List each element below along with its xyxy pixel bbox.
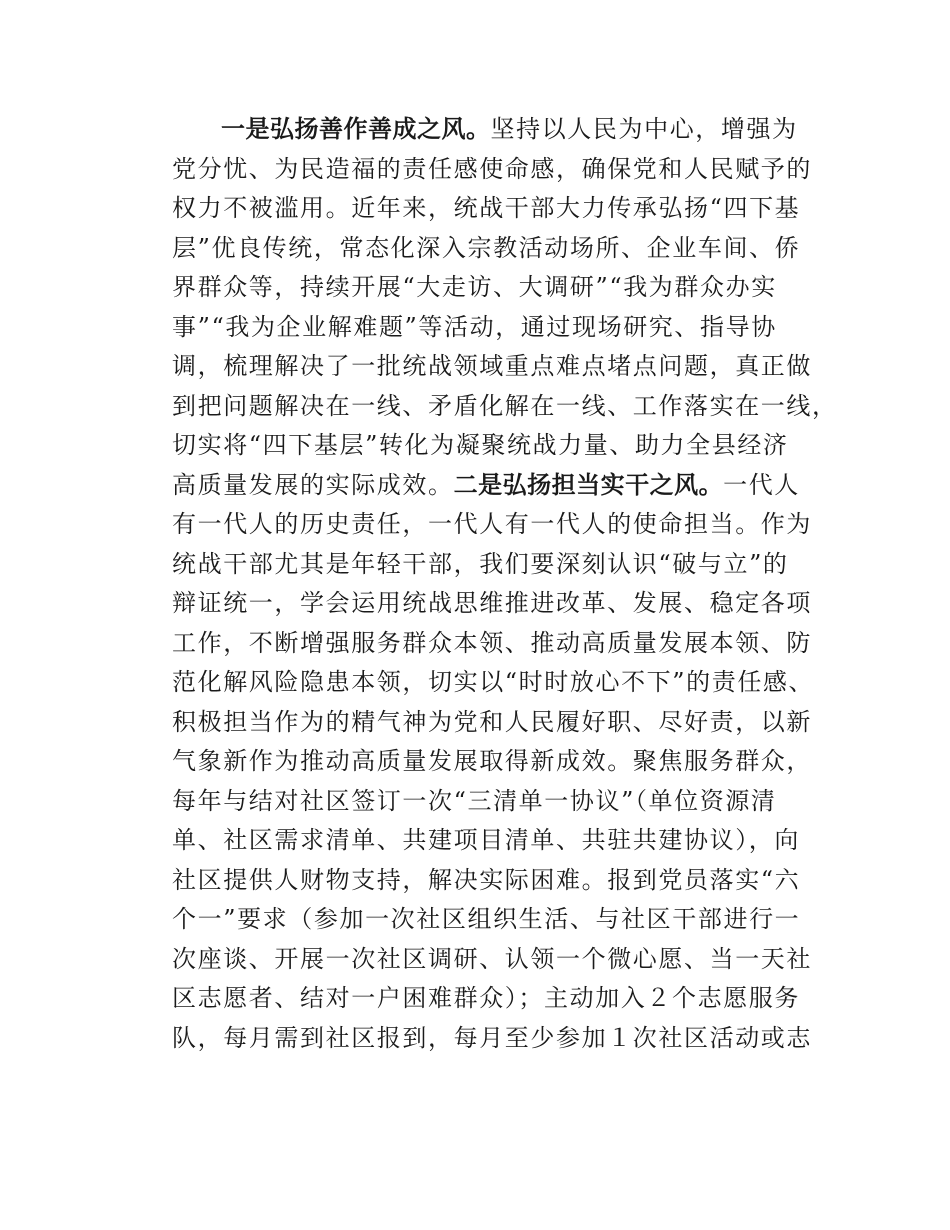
- line-text: 工作，不断增强服务群众本领、推动高质量发展本领、防: [172, 628, 812, 657]
- text-line: [172, 466, 812, 506]
- line-text: 坚持以人民为中心，增强为: [490, 115, 798, 143]
- line-text: 单、社区需求清单、共建项目清单、共驻共建协议），向: [172, 826, 800, 854]
- text-line: [172, 663, 815, 703]
- text-line: [172, 110, 812, 150]
- text-line: [172, 861, 812, 901]
- line-text: 个一”要求（参加一次社区组织生活、与社区干部进行一: [172, 905, 801, 933]
- line-text: 区志愿者、结对一户困难群众）；主动加入２个志愿服务: [172, 984, 800, 1012]
- line-text: 积极担当作为的精气神为党和人民履好职、尽好责，以新: [172, 707, 812, 736]
- line-text: 到把问题解决在一线、矛盾化解在一线、工作落实在一线，: [172, 391, 838, 420]
- line-text: 界群众等，持续开展“大走访、大调研”“我为群众办实: [172, 273, 777, 301]
- text-line: [172, 505, 812, 545]
- text-line: [172, 782, 812, 822]
- text-line: [172, 150, 812, 190]
- text-line: [172, 545, 812, 585]
- line-text: 有一代人的历史责任，一代人有一代人的使命担当。作为: [172, 510, 812, 538]
- text-line: [172, 347, 812, 387]
- line-text: 每年与结对社区签订一次“三清单一协议”（单位资源清: [172, 786, 777, 815]
- line-text: 次座谈、开展一次社区调研、认领一个微心愿、当一天社: [172, 944, 812, 973]
- body-paragraph: [172, 110, 838, 1058]
- line-text: 气象新作为推动高质量发展取得新成效。聚焦服务群众，: [172, 747, 812, 775]
- text-line: [172, 624, 812, 664]
- line-text: 范化解风险隐患本领，切实以“时时放心不下”的责任感、: [172, 668, 815, 696]
- line-text: 一代人: [723, 470, 800, 499]
- line-text: 切实将“四下基层”转化为凝聚统战力量、助力全县经济: [172, 431, 789, 459]
- text-line: [172, 387, 838, 427]
- line-text: 事”“我为企业解难题”等活动，通过现场研究、指导协: [172, 312, 777, 341]
- text-line: [172, 821, 812, 861]
- text-line: [172, 900, 812, 940]
- line-text: 层”优良传统，常态化深入宗教活动场所、企业车间、侨: [172, 233, 801, 262]
- line-text: 统战干部尤其是年轻干部，我们要深刻认识“破与立”的: [172, 549, 789, 578]
- line-text: 社区提供人财物支持，解决实际困难。报到党员落实“六: [172, 865, 801, 894]
- text-line: [172, 940, 812, 980]
- text-line: [172, 268, 812, 308]
- line-text: 权力不被滥用。近年来，统战干部大力传承弘扬“四下基: [172, 194, 801, 222]
- line-text: 调，梳理解决了一批统战领域重点难点堵点问题，真正做: [172, 352, 812, 380]
- line-text: 高质量发展的实际成效。: [172, 470, 454, 499]
- text-line: [172, 189, 812, 229]
- text-line: [172, 584, 812, 624]
- line-text: 队，每月需到社区报到，每月至少参加１次社区活动或志: [172, 1023, 812, 1052]
- line-text: 辩证统一，学会运用统战思维推进改革、发展、稳定各项: [172, 589, 812, 617]
- line-text: 党分忧、为民造福的责任感使命感，确保党和人民赋予的: [172, 154, 812, 183]
- text-line: [172, 742, 812, 782]
- text-line: [172, 703, 812, 743]
- text-line: [172, 426, 812, 466]
- text-line: [172, 1019, 812, 1059]
- section-lead-heading: 一是弘扬善作善成之风。: [221, 115, 491, 143]
- text-line: [172, 229, 812, 269]
- text-line: [172, 308, 812, 348]
- text-line: [172, 979, 812, 1019]
- section-lead-heading: 二是弘扬担当实干之风。: [453, 470, 724, 499]
